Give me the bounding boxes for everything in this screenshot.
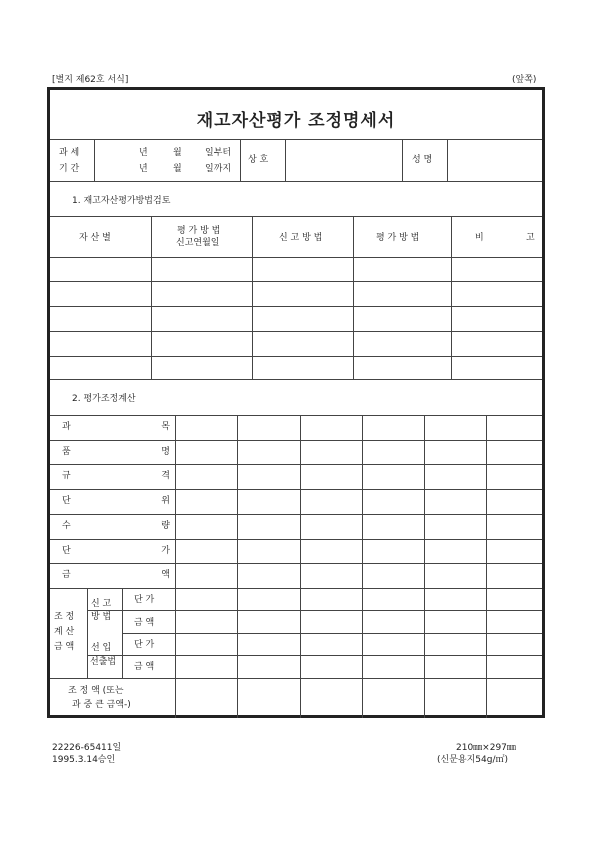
paper-size: 210㎜×297㎜ [456,743,516,753]
header-report-method: 신 고 방 법 [279,233,323,243]
header-remark-2: 고 [526,233,535,243]
row-unit: 단 위 [62,496,170,506]
form-code: 22226-65411일 [52,743,122,753]
to-label: 일까지 [205,164,232,174]
report-method-label-2: 방 법 [91,612,112,622]
header-eval-method: 평 가 방 법 [177,226,221,236]
row-subject: 과 목 [62,422,170,432]
approval-date: 1995.3.14승인 [52,755,116,765]
section2-title: 2. 평가조정계산 [72,394,136,404]
page-side-label: (앞쪽) [512,75,537,85]
adjust-calc-label-2: 계 산 [54,627,75,637]
amount-label-2: 금 액 [134,662,155,672]
fifo-label-2: 선출법 [90,657,117,667]
adjust-amount-label-1: 조 정 액 (또는 [68,686,124,696]
period-label: 과 세 [59,148,80,158]
report-method-label-1: 신 고 [91,599,112,609]
form-title: 재고자산평가 조정명세서 [196,111,396,131]
header-asset: 자 산 별 [79,233,111,243]
header-report-date: 신고연월일 [176,238,220,248]
row-quantity: 수 량 [62,521,170,531]
adjust-calc-label-1: 조 정 [54,612,75,622]
year-label-2: 년 [139,164,148,174]
header-eval-method-2: 평 가 방 법 [376,233,420,243]
row-amount: 금 액 [62,570,170,580]
header-remark-1: 비 [475,233,484,243]
month-label-2: 월 [173,164,182,174]
adjust-amount-label-2: 과 중 큰 금액-) [72,700,131,710]
period-label-2: 기 간 [59,164,80,174]
form-number: [별지 제62호 서식] [52,75,129,85]
row-item-name: 품 명 [62,447,170,457]
adjust-calc-label-3: 금 액 [54,642,75,652]
row-unit-price: 단 가 [62,546,170,556]
month-label: 월 [173,148,182,158]
fifo-label-1: 선 입 [91,643,112,653]
name-label: 성 명 [412,155,433,165]
unit-price-label-1: 단 가 [134,595,155,605]
from-label: 일부터 [205,148,232,158]
section1-title: 1. 재고자산평가방법검토 [72,196,171,206]
row-spec: 규 격 [62,471,170,481]
unit-price-label-2: 단 가 [134,640,155,650]
tax-form [47,87,545,718]
amount-label-1: 금 액 [134,618,155,628]
paper-type: (신문용지54g/㎡) [437,755,508,765]
year-label: 년 [139,148,148,158]
company-label: 상 호 [248,155,269,165]
